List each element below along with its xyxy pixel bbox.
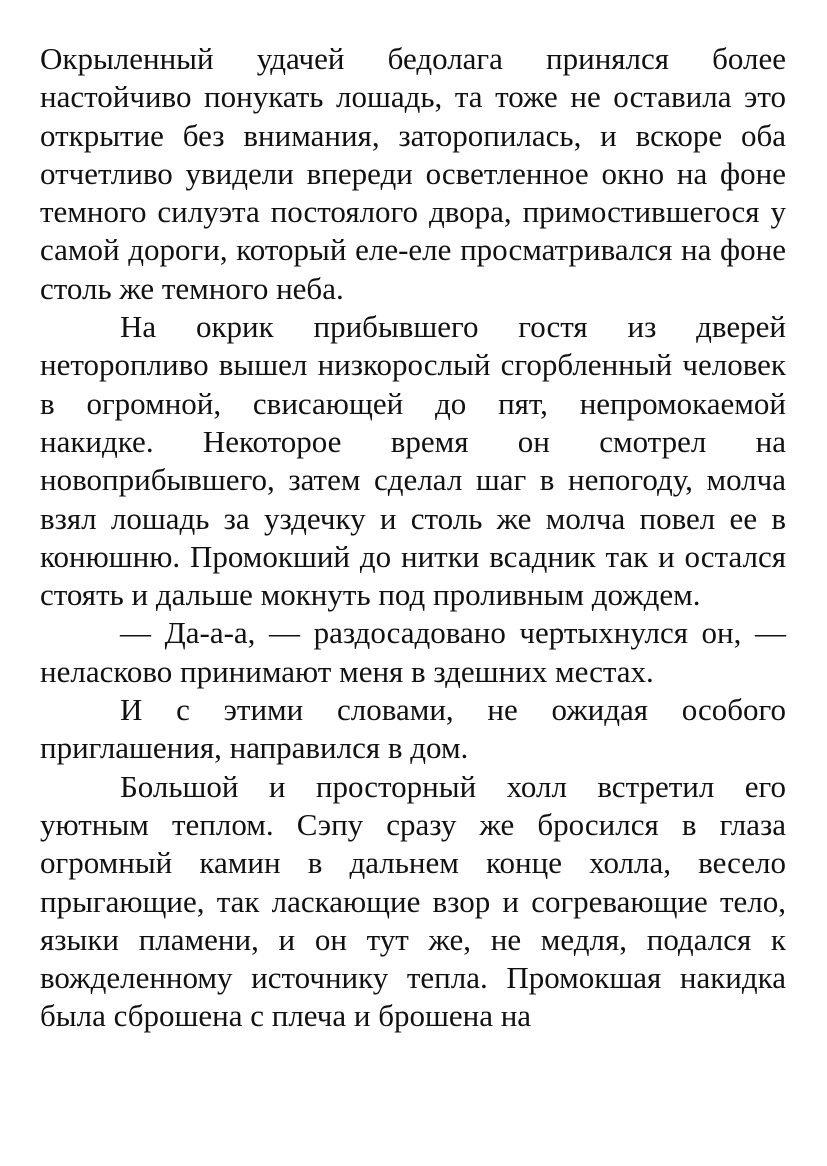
paragraph-2: На окрик прибывшего гостя из дверей неторопливо вышел низкорослый сгорбленный человек в огромной, свисающей до пят, непромокаемой накидке. Некоторое время он смотрел на новоприбывшего, затем сделал шаг в непогоду, молча взял лошадь за уздечку и столь же молча повел ее в конюшню. Промокший до нитки всадник так и остался стоять и дальше мокнуть под проливным дождем. (40, 309, 786, 613)
paragraph-5: Большой и просторный холл встретил его уютным теплом. Сэпу сразу же бросился в глаза огромный камин в дальнем конце холла, весело прыгающие, так ласкающие взор и согревающие тело, языки пламени, и он тут же, не медля, подался к вожделенному источнику тепла. Промокшая накидка была сброшена с плеча и брошена на (40, 768, 786, 1034)
paragraph-1: Окрыленный удачей бедолага принялся более настойчиво понукать лошадь, та тоже не оставила это открытие без внимания, заторопилась, и вскоре оба отчетливо увидели впереди осветленное окно на фоне темного силуэта постоялого двора, примостившегося у самой дороги, который еле-еле просматривался на фоне столь же темного неба. (40, 41, 786, 306)
paragraph-4: И с этими словами, не ожидая особого приглашения, направился в дом. (40, 692, 786, 766)
paragraph-3: — Да-а-а, — раздосадовано чертыхнулся он, — неласково принимают меня в здешних местах. (40, 615, 786, 689)
page-text (40, 40, 786, 1036)
